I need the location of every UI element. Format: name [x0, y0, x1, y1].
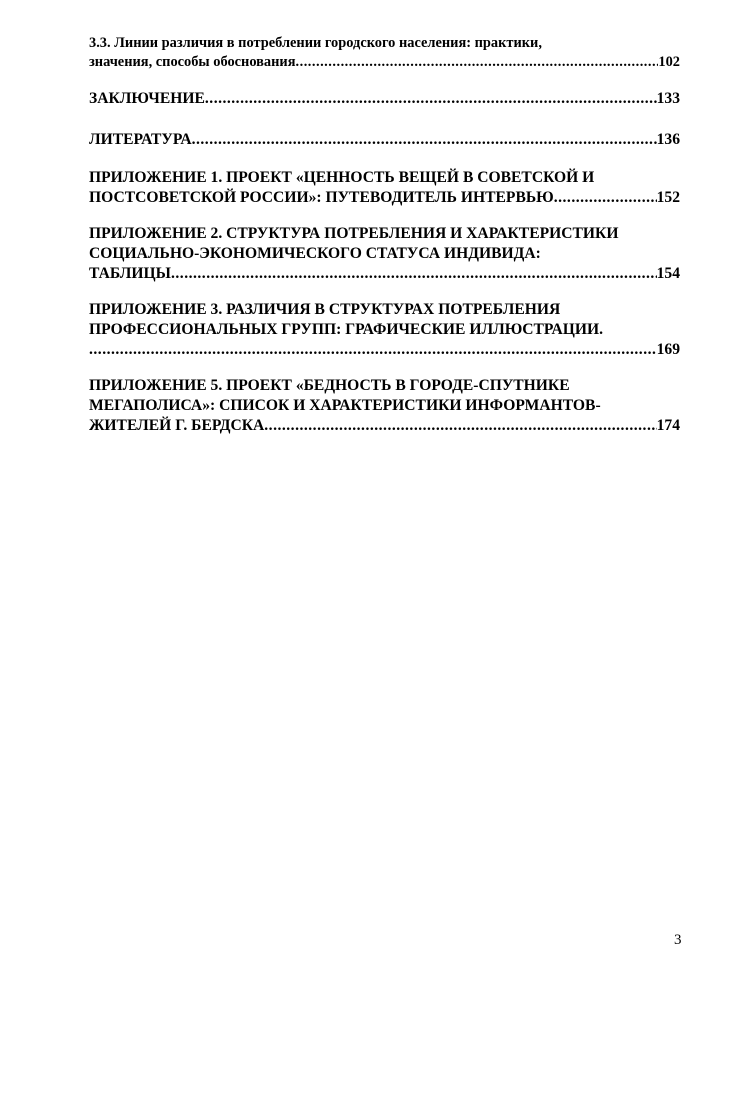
- toc-entry-last-line: [89, 53, 680, 72]
- toc-entry-last-line: [89, 416, 680, 436]
- toc-entry-last-line: [89, 130, 680, 150]
- leader-dots: [205, 89, 657, 109]
- leader-dots: [296, 53, 659, 72]
- toc-entry-last-line: [89, 188, 680, 208]
- toc-entry-line: МЕГАПОЛИСА»: СПИСОК И ХАРАКТЕРИСТИКИ ИНФОРМАНТОВ-: [89, 397, 601, 414]
- toc-entry-line: ПРИЛОЖЕНИЕ 1. ПРОЕКТ «ЦЕННОСТЬ ВЕЩЕЙ В СОВЕТСКОЙ И: [89, 169, 595, 186]
- toc-entry-appendix-1: [89, 168, 680, 208]
- page-number: 3: [674, 932, 682, 948]
- toc-page-number: 102: [658, 54, 680, 70]
- toc-page-number: 154: [656, 265, 680, 282]
- leader-dots: [264, 416, 656, 436]
- toc-page-number: 133: [656, 90, 680, 107]
- toc-entry-appendix-2: [89, 224, 680, 284]
- toc-entry-appendix-5: [89, 376, 680, 436]
- toc-entry-text: ЛИТЕРАТУРА: [89, 131, 192, 148]
- toc-entry-text: ЗАКЛЮЧЕНИЕ: [89, 90, 205, 107]
- toc-page-number: 174: [656, 417, 680, 434]
- toc-entry-line: ПРИЛОЖЕНИЕ 3. РАЗЛИЧИЯ В СТРУКТУРАХ ПОТРЕБЛЕНИЯ: [89, 301, 561, 318]
- leader-dots: [554, 188, 657, 208]
- toc-entry-text: ЖИТЕЛЕЙ Г. БЕРДСКА: [89, 417, 265, 434]
- leader-dots: [192, 130, 657, 150]
- toc-entry-conclusion: [89, 89, 680, 109]
- toc-entry-line: 3.3. Линии различия в потреблении городского населения: практики,: [89, 35, 542, 51]
- toc-entry-line: ПРИЛОЖЕНИЕ 5. ПРОЕКТ «БЕДНОСТЬ В ГОРОДЕ-СПУТНИКЕ: [89, 377, 570, 394]
- toc-page-number: 152: [656, 189, 680, 206]
- toc-page-number: 136: [656, 131, 680, 148]
- toc-entry-literature: [89, 130, 680, 150]
- toc-entry-appendix-3: [89, 300, 680, 360]
- toc-entry-text: значения, способы обоснования: [89, 54, 296, 70]
- toc-entry-last-line: [89, 89, 680, 109]
- leader-dots: [171, 264, 657, 284]
- toc-entry-text: ТАБЛИЦЫ: [89, 265, 171, 282]
- leader-dots: [89, 340, 657, 360]
- toc-entry-line: СОЦИАЛЬНО-ЭКОНОМИЧЕСКОГО СТАТУСА ИНДИВИДА:: [89, 245, 541, 262]
- toc-entry-line: ПРОФЕССИОНАЛЬНЫХ ГРУПП: ГРАФИЧЕСКИЕ ИЛЛЮСТРАЦИИ.: [89, 321, 603, 338]
- toc-entry-line: ПРИЛОЖЕНИЕ 2. СТРУКТУРА ПОТРЕБЛЕНИЯ И ХАРАКТЕРИСТИКИ: [89, 225, 619, 242]
- toc-entry-section-3-3: [89, 34, 680, 72]
- toc-entry-last-line: [89, 340, 680, 360]
- toc-page-number: 169: [656, 341, 680, 358]
- table-of-contents: [89, 34, 680, 436]
- toc-entry-text: ПОСТСОВЕТСКОЙ РОССИИ»: ПУТЕВОДИТЕЛЬ ИНТЕРВЬЮ: [89, 189, 554, 206]
- toc-entry-last-line: [89, 264, 680, 284]
